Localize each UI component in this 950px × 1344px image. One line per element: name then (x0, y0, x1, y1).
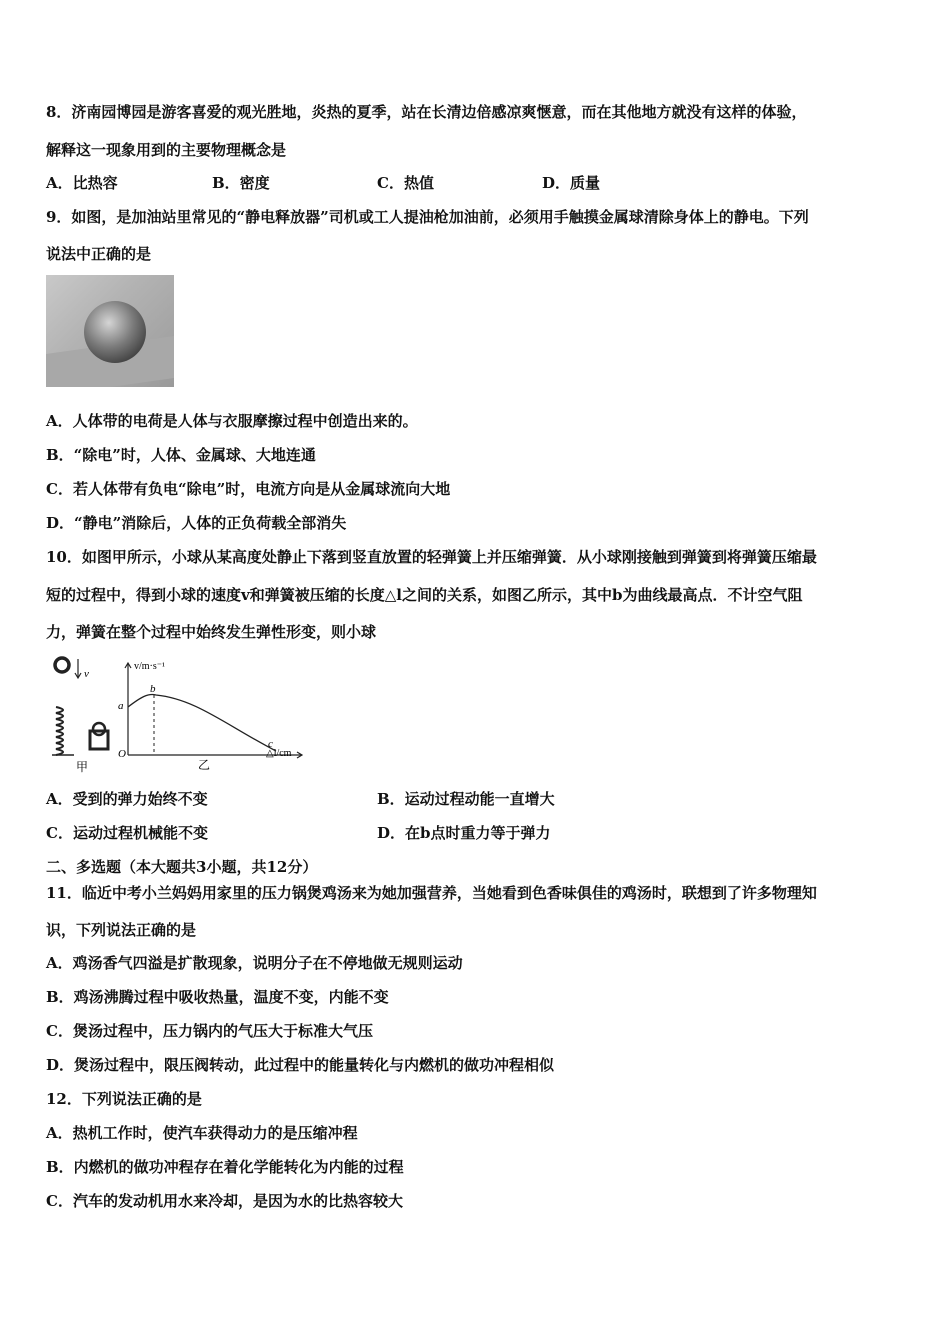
q8-option-c: C．热值 (377, 174, 434, 192)
spring-icon (56, 707, 63, 755)
q10-option-a: A．受到的弹力始终不变 (46, 790, 208, 808)
section-heading-multiple-choice: 二、多选题（本大题共3小题，共12分） (46, 858, 318, 876)
q11-stem-line1: 11．临近中考小兰妈妈用家里的压力锅煲鸡汤来为她加强营养，当她看到色香味俱佳的鸡汤时，联想到了许多物理知 (46, 884, 817, 902)
q9-stem-line1: 9．如图，是加油站里常见的“静电释放器”司机或工人提油枪加油前，必须用手触摸金属球清除身体上的静电。下列 (46, 208, 809, 226)
point-a-label: a (118, 700, 124, 712)
q10-stem-line2: 短的过程中，得到小球的速度v和弹簧被压缩的长度△l之间的关系，如图乙所示，其中b为曲线最高点．不计空气阻 (46, 586, 803, 604)
q9-option-c: C．若人体带有负电“除电”时，电流方向是从金属球流向大地 (46, 480, 451, 498)
v-label: v (84, 668, 89, 680)
q12-option-c: C．汽车的发动机用水来冷却，是因为水的比热容较大 (46, 1192, 403, 1210)
metal-ball-image (84, 301, 146, 363)
q8-option-d: D．质量 (542, 174, 601, 192)
q10-stem-line1: 10．如图甲所示，小球从某高度处静止下落到竖直放置的轻弹簧上并压缩弹簧．从小球刚接触到弹簧到将弹簧压缩最 (46, 548, 817, 566)
spring-velocity-figure (46, 655, 316, 773)
q10-option-d: D．在b点时重力等于弹力 (377, 824, 551, 842)
q9-option-b: B．“除电”时，人体、金属球、大地连通 (46, 446, 316, 464)
q10-option-b: B．运动过程动能一直增大 (377, 790, 555, 808)
figure-yi-label: 乙 (198, 758, 211, 772)
q8-stem-line1: 8．济南园博园是游客喜爱的观光胜地，炎热的夏季，站在长清边倍感凉爽惬意，而在其他地方就没有这样的体验， (46, 103, 807, 121)
figure-jia-label: 甲 (76, 760, 89, 773)
y-axis-label: v/m·s⁻¹ (134, 661, 166, 672)
x-axis-label: △l/cm (266, 748, 292, 759)
q11-option-d: D．煲汤过程中，限压阀转动，此过程中的能量转化与内燃机的做功冲程相似 (46, 1056, 555, 1074)
q9-option-d: D．“静电”消除后，人体的正负荷载全部消失 (46, 514, 347, 532)
velocity-curve (128, 695, 276, 752)
q11-option-c: C．煲汤过程中，压力锅内的气压大于标准大气压 (46, 1022, 373, 1040)
q11-option-a: A．鸡汤香气四溢是扩散现象，说明分子在不停地做无规则运动 (46, 954, 463, 972)
q11-stem-line2: 识，下列说法正确的是 (46, 921, 197, 939)
q9-stem-line2: 说法中正确的是 (46, 245, 152, 263)
q12-option-a: A．热机工作时，使汽车获得动力的是压缩冲程 (46, 1124, 358, 1142)
q12-option-b: B．内燃机的做功冲程存在着化学能转化为内能的过程 (46, 1158, 404, 1176)
weight-block (90, 731, 108, 749)
point-c-label: c (268, 738, 273, 750)
q8-option-a: A．比热容 (46, 174, 118, 192)
point-b-label: b (150, 683, 156, 695)
q8-option-b: B．密度 (212, 174, 270, 192)
q9-option-a: A．人体带的电荷是人体与衣服摩擦过程中创造出来的。 (46, 412, 418, 430)
q8-stem-line2: 解释这一现象用到的主要物理概念是 (46, 141, 287, 159)
ball-icon (55, 658, 69, 672)
q10-option-c: C．运动过程机械能不变 (46, 824, 208, 842)
static-discharger-photo (46, 275, 174, 387)
q11-option-b: B．鸡汤沸腾过程中吸收热量，温度不变，内能不变 (46, 988, 389, 1006)
q12-stem: 12．下列说法正确的是 (46, 1090, 202, 1108)
q10-stem-line3: 力，弹簧在整个过程中始终发生弹性形变，则小球 (46, 623, 377, 641)
origin-label: O (118, 748, 126, 760)
